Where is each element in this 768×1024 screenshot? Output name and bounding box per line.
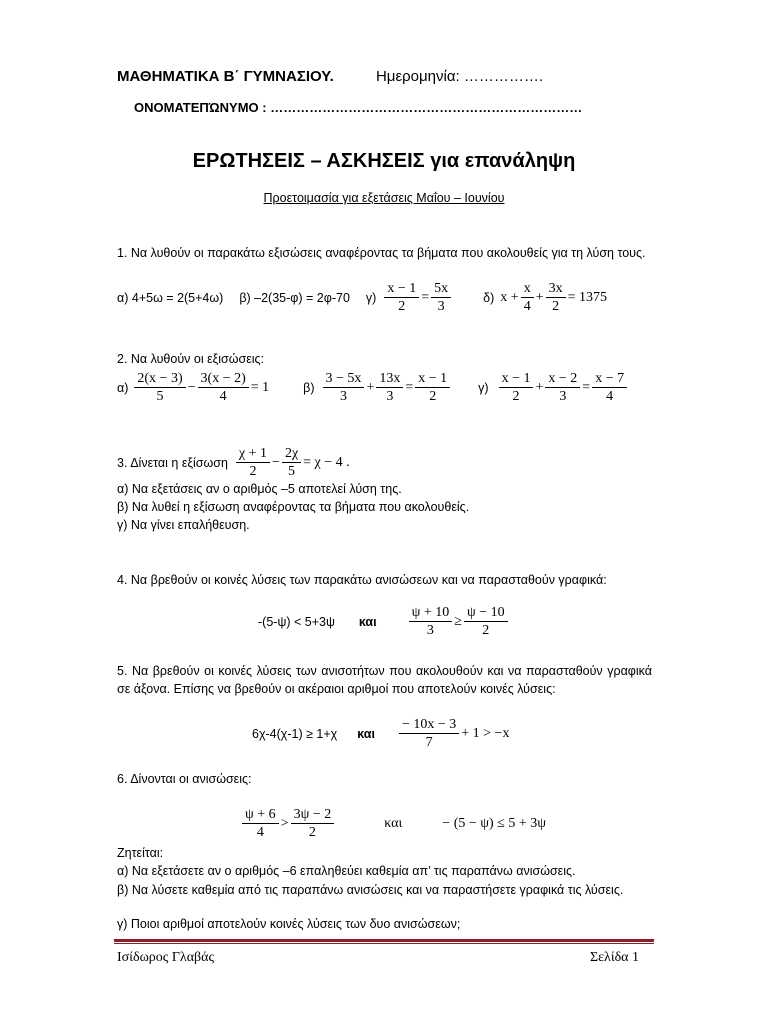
footer-author: Ισίδωρος Γλαβάς bbox=[117, 950, 215, 965]
subject-heading: ΜΑΘΗΜΑΤΙΚΑ Β΄ ΓΥΜΝΑΣΙΟΥ. bbox=[117, 68, 334, 85]
q2-prompt: 2. Να λυθούν οι εξισώσεις: bbox=[117, 352, 265, 366]
page-title: ΕΡΩΤΗΣΕΙΣ – ΑΣΚΗΣΕΙΣ για επανάληψη bbox=[192, 150, 576, 172]
fraction: $\frac{3\psi - 2}{2}$ bbox=[291, 806, 335, 841]
fraction: $\frac{x - 2}{3}$ bbox=[545, 370, 580, 405]
q4-ineq-2: $\frac{\psi + 10}{3}$ ≥ $\frac{\psi - 10}{2}$ bbox=[407, 604, 510, 639]
header-line bbox=[117, 68, 543, 85]
q2-eq-a-label: α) bbox=[117, 380, 129, 395]
q4-inequalities bbox=[258, 604, 510, 639]
fraction: $\frac{x - 1}{2}$ bbox=[415, 370, 450, 405]
fraction: $\frac{3 - 5x}{3}$ bbox=[323, 370, 365, 405]
footer-rule bbox=[114, 939, 654, 942]
fraction: $\frac{x - 1}{2}$ bbox=[499, 370, 534, 405]
fraction: $\frac{13x}{3}$ bbox=[376, 370, 403, 405]
q6-ineq-2: − (5 − ψ) ≤ 5 + 3ψ bbox=[442, 815, 547, 831]
fraction: $\frac{\chi + 1}{2}$ bbox=[236, 445, 270, 480]
q6-prompt: 6. Δίνονται οι ανισώσεις: bbox=[117, 772, 252, 786]
q2-eq-c-label: γ) bbox=[478, 380, 489, 395]
q4-and: και bbox=[358, 614, 377, 629]
fraction: $\frac{2(x - 3)}{5}$ bbox=[134, 370, 185, 405]
q5-and: και bbox=[357, 726, 375, 741]
fraction: $\frac{3(x - 2)}{4}$ bbox=[198, 370, 249, 405]
q2-eq-a: $\frac{2(x - 3)}{5}$ − $\frac{3(x - 2)}{4}$ = 1 bbox=[132, 370, 269, 405]
fraction: $\frac{2\chi}{5}$ bbox=[282, 445, 301, 480]
q1-eq-d: x + $\frac{x}{4}$ + $\frac{3x}{2}$ = 1375 bbox=[500, 281, 607, 314]
q1-eq-b: β) –2(35-φ) = 2φ-70 bbox=[239, 290, 350, 305]
page-subtitle: Προετοιμασία για εξετάσεις Μαΐου – Ιουνίου bbox=[263, 191, 505, 205]
q1-equations bbox=[117, 280, 607, 315]
q3-part-a: α) Να εξετάσεις αν ο αριθμός –5 αποτελεί λύση της. bbox=[117, 482, 402, 496]
fraction: $\frac{\psi + 6}{4}$ bbox=[242, 806, 279, 841]
q3-part-c: γ) Να γίνει επαλήθευση. bbox=[117, 518, 250, 532]
q1-prompt: 1. Να λυθούν οι παρακάτω εξισώσεις αναφέροντας τα βήματα που ακολουθείς για τη λύση τους. bbox=[117, 246, 646, 260]
q4-prompt: 4. Να βρεθούν οι κοινές λύσεις των παρακάτω ανισώσεων και να παρασταθούν γραφικά: bbox=[117, 573, 607, 587]
q3-part-b: β) Να λυθεί η εξίσωση αναφέροντας τα βήματα που ακολουθείς. bbox=[117, 500, 470, 514]
q6-asked: Ζητείται: bbox=[117, 846, 164, 860]
q3-prompt: 3. Δίνεται η εξίσωση bbox=[117, 455, 228, 470]
q6-part-b: β) Να λύσετε καθεμία από τις παραπάνω ανισώσεις και να παραστήσετε γραφικά τις λύσεις. bbox=[117, 883, 624, 897]
fraction: $\frac{x - 7}{4}$ bbox=[592, 370, 627, 405]
q6-ineq-1: $\frac{\psi + 6}{4}$ > $\frac{3\psi - 2}{2}$ bbox=[240, 806, 336, 841]
q5-inequalities bbox=[252, 716, 509, 751]
q6-inequalities bbox=[240, 806, 546, 841]
q1-eq-c: $\frac{x - 1}{2}$ = $\frac{5x}{3}$ bbox=[382, 280, 453, 315]
q3-equation-line bbox=[117, 445, 350, 480]
footer-page-number: Σελίδα 1 bbox=[590, 950, 640, 965]
fraction: $\frac{- 10x - 3}{7}$ bbox=[399, 716, 459, 751]
q6-and: και bbox=[384, 815, 403, 831]
fraction: $\frac{x - 1}{2}$ bbox=[384, 280, 419, 315]
q5-ineq-1: 6χ-4(χ-1) ≥ 1+χ bbox=[252, 726, 338, 741]
q4-ineq-1: -(5-ψ) < 5+3ψ bbox=[258, 614, 335, 629]
q3-equation: $\frac{\chi + 1}{2}$ − $\frac{2\chi}{5}$ = χ − 4 . bbox=[234, 445, 350, 480]
fraction: $\frac{\psi - 10}{2}$ bbox=[464, 604, 508, 639]
q1-eq-d-label: δ) bbox=[483, 290, 495, 305]
q6-part-c: γ) Ποιοι αριθμοί αποτελούν κοινές λύσεις των δυο ανισώσεων; bbox=[117, 917, 461, 931]
q2-eq-b: $\frac{3 - 5x}{3}$ + $\frac{13x}{3}$ = $\frac{x - 1}{2}$ bbox=[321, 370, 453, 405]
name-field: ΟΝΟΜΑΤΕΠΏΝΥΜΟ : ……………………………………………………………… bbox=[134, 100, 583, 115]
footer-rule-thin bbox=[114, 943, 654, 944]
q1-eq-c-label: γ) bbox=[365, 290, 377, 305]
q5-prompt: 5. Να βρεθούν οι κοινές λύσεις των ανισοτήτων που ακολουθούν και να παρασταθούν γραφικά σε άξονα. Επίσης να βρεθούν οι ακέραιοι αριθμοί που αποτελούν κοινές λύσεις: bbox=[117, 664, 652, 696]
fraction: $\frac{5x}{3}$ bbox=[431, 280, 451, 315]
fraction: $\frac{x}{4}$ bbox=[521, 280, 534, 315]
q2-equations bbox=[117, 370, 629, 405]
q1-eq-a: α) 4+5ω = 2(5+4ω) bbox=[117, 290, 224, 305]
q6-part-a: α) Να εξετάσετε αν ο αριθμός –6 επαληθεύει καθεμία απ’ τις παραπάνω ανισώσεις. bbox=[117, 864, 576, 878]
fraction: $\frac{\psi + 10}{3}$ bbox=[409, 604, 453, 639]
q5-ineq-2: $\frac{- 10x - 3}{7}$ + 1 > −x bbox=[397, 716, 509, 751]
date-field: Ημερομηνία: ……………. bbox=[375, 68, 543, 85]
q2-eq-b-label: β) bbox=[303, 380, 315, 395]
q2-eq-c: $\frac{x - 1}{2}$ + $\frac{x - 2}{3}$ = $\frac{x - 7}{4}$ bbox=[497, 370, 630, 405]
fraction: $\frac{3x}{2}$ bbox=[546, 280, 566, 315]
